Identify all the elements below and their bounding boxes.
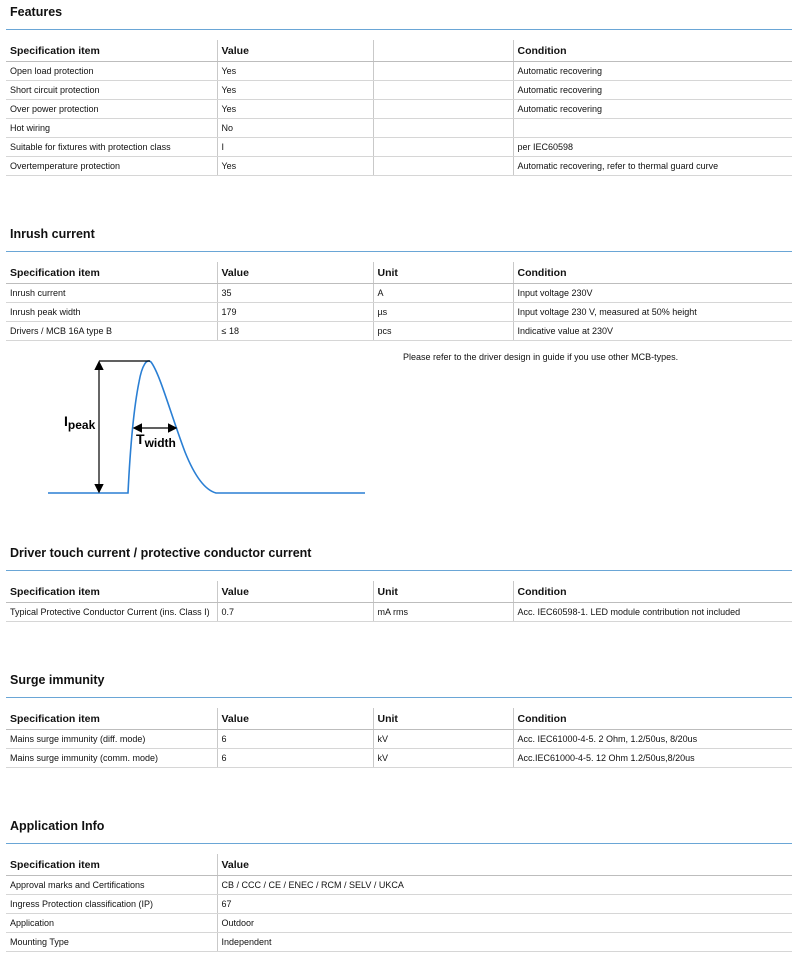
- table-cell: Inrush peak width: [6, 303, 217, 322]
- table-cell: Automatic recovering, refer to thermal guard curve: [513, 157, 792, 176]
- column-header: Specification item: [6, 708, 217, 730]
- table-cell: Outdoor: [217, 914, 792, 933]
- header-row: [6, 40, 792, 62]
- column-header: Condition: [513, 708, 792, 730]
- section-title-surge: Surge immunity: [10, 673, 105, 687]
- table-row: [6, 914, 792, 933]
- section-divider: [6, 251, 792, 252]
- table-cell: [373, 81, 513, 100]
- table-row: [6, 303, 792, 322]
- table-cell: I: [217, 138, 373, 157]
- table-cell: Hot wiring: [6, 119, 217, 138]
- column-header: Specification item: [6, 262, 217, 284]
- table-cell: Overtemperature protection: [6, 157, 217, 176]
- column-header: Condition: [513, 40, 792, 62]
- header-row: [6, 581, 792, 603]
- table-row: [6, 933, 792, 952]
- table-cell: kV: [373, 730, 513, 749]
- table-cell: Over power protection: [6, 100, 217, 119]
- table-cell: pcs: [373, 322, 513, 341]
- table-cell: Yes: [217, 81, 373, 100]
- table-row: [6, 603, 792, 622]
- column-header: Value: [217, 262, 373, 284]
- table-cell: Indicative value at 230V: [513, 322, 792, 341]
- table-cell: µs: [373, 303, 513, 322]
- table-cell: Application: [6, 914, 217, 933]
- table-cell: A: [373, 284, 513, 303]
- column-header: Condition: [513, 581, 792, 603]
- column-header: Unit: [373, 708, 513, 730]
- table-cell: mA rms: [373, 603, 513, 622]
- table-cell: 179: [217, 303, 373, 322]
- column-header: Condition: [513, 262, 792, 284]
- touch-current-table: [6, 581, 792, 622]
- table-cell: Yes: [217, 157, 373, 176]
- table-cell: No: [217, 119, 373, 138]
- table-row: [6, 895, 792, 914]
- header-row: [6, 708, 792, 730]
- features-table: [6, 40, 792, 176]
- table-cell: Ingress Protection classification (IP): [6, 895, 217, 914]
- column-header: Unit: [373, 262, 513, 284]
- column-header: Specification item: [6, 40, 217, 62]
- table-cell: Mains surge immunity (diff. mode): [6, 730, 217, 749]
- table-row: [6, 876, 792, 895]
- column-header: [373, 40, 513, 62]
- peak-label: Ipeak: [64, 413, 96, 432]
- table-cell: [373, 100, 513, 119]
- table-cell: Inrush current: [6, 284, 217, 303]
- table-cell: 0.7: [217, 603, 373, 622]
- table-row: [6, 81, 792, 100]
- table-cell: 35: [217, 284, 373, 303]
- table-cell: Mounting Type: [6, 933, 217, 952]
- table-row: [6, 119, 792, 138]
- table-row: [6, 730, 792, 749]
- table-cell: Mains surge immunity (comm. mode): [6, 749, 217, 768]
- mcb-note: Please refer to the driver design in guide if you use other MCB-types.: [403, 352, 679, 362]
- table-cell: [513, 119, 792, 138]
- table-cell: Input voltage 230 V, measured at 50% height: [513, 303, 792, 322]
- section-divider: [6, 29, 792, 30]
- table-cell: Input voltage 230V: [513, 284, 792, 303]
- section-divider: [6, 570, 792, 571]
- table-cell: Acc.IEC61000-4-5. 12 Ohm 1.2/50us,8/20us: [513, 749, 792, 768]
- section-divider: [6, 697, 792, 698]
- table-cell: Open load protection: [6, 62, 217, 81]
- table-row: [6, 284, 792, 303]
- table-cell: kV: [373, 749, 513, 768]
- table-cell: Drivers / MCB 16A type B: [6, 322, 217, 341]
- table-cell: [373, 157, 513, 176]
- table-cell: CB / CCC / CE / ENEC / RCM / SELV / UKCA: [217, 876, 792, 895]
- table-row: [6, 62, 792, 81]
- column-header: Unit: [373, 581, 513, 603]
- application-table: [6, 854, 792, 952]
- section-title-application: Application Info: [10, 819, 105, 833]
- column-header: Value: [217, 581, 373, 603]
- column-header: Value: [217, 40, 373, 62]
- table-cell: Independent: [217, 933, 792, 952]
- inrush-pulse-diagram: [40, 352, 370, 502]
- table-cell: ≤ 18: [217, 322, 373, 341]
- table-cell: 67: [217, 895, 792, 914]
- inrush-curve: [48, 361, 365, 493]
- table-cell: Approval marks and Certifications: [6, 876, 217, 895]
- table-cell: Automatic recovering: [513, 62, 792, 81]
- table-cell: Automatic recovering: [513, 100, 792, 119]
- table-row: [6, 157, 792, 176]
- table-cell: Automatic recovering: [513, 81, 792, 100]
- section-divider: [6, 843, 792, 844]
- column-header: Specification item: [6, 581, 217, 603]
- column-header: Value: [217, 854, 792, 876]
- table-cell: Suitable for fixtures with protection class: [6, 138, 217, 157]
- table-cell: [373, 119, 513, 138]
- column-header: Value: [217, 708, 373, 730]
- surge-table: [6, 708, 792, 768]
- table-cell: Typical Protective Conductor Current (ins. Class I): [6, 603, 217, 622]
- table-cell: Acc. IEC60598-1. LED module contribution not included: [513, 603, 792, 622]
- table-cell: Yes: [217, 62, 373, 81]
- table-cell: [373, 62, 513, 81]
- width-label: Twidth: [136, 431, 176, 450]
- table-cell: Acc. IEC61000-4-5. 2 Ohm, 1.2/50us, 8/20us: [513, 730, 792, 749]
- table-cell: 6: [217, 730, 373, 749]
- table-cell: per IEC60598: [513, 138, 792, 157]
- table-row: [6, 749, 792, 768]
- section-title-features: Features: [10, 5, 63, 19]
- table-row: [6, 322, 792, 341]
- inrush-table: [6, 262, 792, 341]
- table-row: [6, 138, 792, 157]
- table-cell: Yes: [217, 100, 373, 119]
- column-header: Specification item: [6, 854, 217, 876]
- table-cell: Short circuit protection: [6, 81, 217, 100]
- table-row: [6, 100, 792, 119]
- header-row: [6, 854, 792, 876]
- section-title-inrush: Inrush current: [10, 227, 95, 241]
- header-row: [6, 262, 792, 284]
- table-cell: 6: [217, 749, 373, 768]
- table-cell: [373, 138, 513, 157]
- section-title-touch-current: Driver touch current / protective conductor current: [10, 546, 312, 560]
